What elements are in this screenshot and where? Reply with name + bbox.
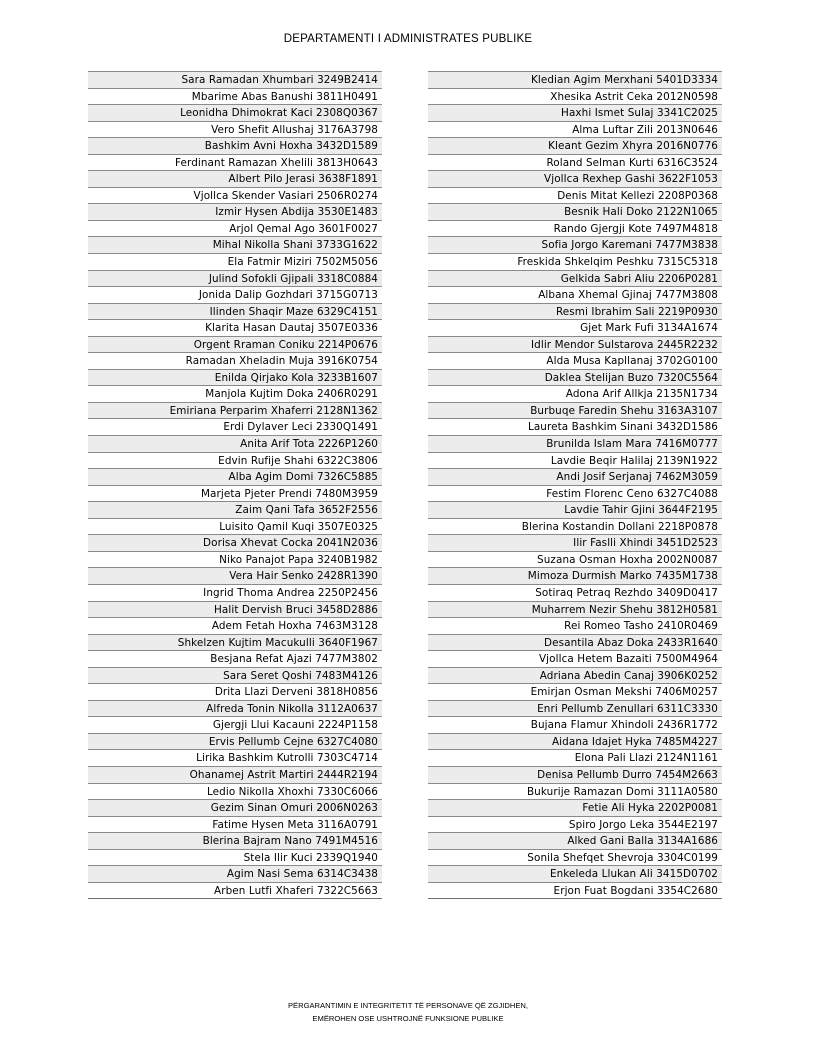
list-item: Ledio Nikolla Xhoxhi 7330C6066: [88, 784, 382, 801]
list-item: Rando Gjergji Kote 7497M4818: [428, 221, 722, 238]
list-item: Sara Seret Qoshi 7483M4126: [88, 668, 382, 685]
list-item: Ela Fatmir Miziri 7502M5056: [88, 254, 382, 271]
list-item: Luisito Qamil Kuqi 3507E0325: [88, 519, 382, 536]
list-item: Gelkida Sabri Aliu 2206P0281: [428, 271, 722, 288]
list-item: Adriana Abedin Canaj 3906K0252: [428, 668, 722, 685]
list-item: Denis Mitat Kellezi 2208P0368: [428, 188, 722, 205]
list-item: Fatime Hysen Meta 3116A0791: [88, 817, 382, 834]
list-item: Besnik Hali Doko 2122N1065: [428, 204, 722, 221]
list-item: Izmir Hysen Abdija 3530E1483: [88, 204, 382, 221]
footer-line-2: EMËROHEN OSE USHTROJNË FUNKSIONE PUBLIKE: [312, 1014, 504, 1023]
list-item: Enkeleda Llukan Ali 3415D0702: [428, 866, 722, 883]
list-item: Andi Josif Serjanaj 7462M3059: [428, 469, 722, 486]
list-item: Blerina Bajram Nano 7491M4516: [88, 833, 382, 850]
list-item: Brunilda Islam Mara 7416M0777: [428, 436, 722, 453]
page-footer: [0, 999, 816, 1025]
list-item: Gjet Mark Fufi 3134A1674: [428, 320, 722, 337]
list-item: Ingrid Thoma Andrea 2250P2456: [88, 585, 382, 602]
list-item: Julind Sofokli Gjipali 3318C0884: [88, 271, 382, 288]
list-item: Stela Ilir Kuci 2339Q1940: [88, 850, 382, 867]
list-item: Muharrem Nezir Shehu 3812H0581: [428, 602, 722, 619]
list-item: Bujana Flamur Xhindoli 2436R1772: [428, 717, 722, 734]
list-item: Gjergji Llui Kacauni 2224P1158: [88, 717, 382, 734]
list-item: Ferdinant Ramazan Xhelili 3813H0643: [88, 155, 382, 172]
list-item: Besjana Refat Ajazi 7477M3802: [88, 651, 382, 668]
list-item: Vjollca Rexhep Gashi 3622F1053: [428, 171, 722, 188]
list-item: Alked Gani Balla 3134A1686: [428, 833, 722, 850]
list-item: Sonila Shefqet Shevroja 3304C0199: [428, 850, 722, 867]
page-title: DEPARTAMENTI I ADMINISTRATES PUBLIKE: [283, 33, 533, 45]
list-item: Emiriana Perparim Xhaferri 2128N1362: [88, 403, 382, 420]
list-item: Orgent Rraman Coniku 2214P0676: [88, 337, 382, 354]
list-item: Suzana Osman Hoxha 2002N0087: [428, 552, 722, 569]
list-item: Mihal Nikolla Shani 3733G1622: [88, 237, 382, 254]
list-item: Rei Romeo Tasho 2410R0469: [428, 618, 722, 635]
list-item: Desantila Abaz Doka 2433R1640: [428, 635, 722, 652]
list-item: Elona Pali Llazi 2124N1161: [428, 750, 722, 767]
list-item: Laureta Bashkim Sinani 3432D1586: [428, 419, 722, 436]
list-item: Ilir Faslli Xhindi 3451D2523: [428, 535, 722, 552]
list-item: Adem Fetah Hoxha 7463M3128: [88, 618, 382, 635]
list-item: Ohanamej Astrit Martiri 2444R2194: [88, 767, 382, 784]
list-item: Idlir Mendor Sulstarova 2445R2232: [428, 337, 722, 354]
list-item: Alma Luftar Zili 2013N0646: [428, 122, 722, 139]
list-item: Sofia Jorgo Karemani 7477M3838: [428, 237, 722, 254]
list-item: Lirika Bashkim Kutrolli 7303C4714: [88, 750, 382, 767]
list-item: Bashkim Avni Hoxha 3432D1589: [88, 138, 382, 155]
list-item: Vera Hair Senko 2428R1390: [88, 568, 382, 585]
list-item: Agim Nasi Sema 6314C3438: [88, 866, 382, 883]
list-item: Freskida Shkelqim Peshku 7315C5318: [428, 254, 722, 271]
list-item: Niko Panajot Papa 3240B1982: [88, 552, 382, 569]
list-item: Ramadan Xheladin Muja 3916K0754: [88, 353, 382, 370]
list-item: Alba Agim Domi 7326C5885: [88, 469, 382, 486]
list-item: Albert Pilo Jerasi 3638F1891: [88, 171, 382, 188]
list-item: Vjollca Skender Vasiari 2506R0274: [88, 188, 382, 205]
list-item: Drita Llazi Derveni 3818H0856: [88, 684, 382, 701]
footer-line-1: PËRGARANTIMIN E INTEGRITETIT TË PERSONAVE QË ZGJIDHEN,: [287, 1001, 529, 1010]
list-item: Manjola Kujtim Doka 2406R0291: [88, 386, 382, 403]
list-item: Vero Shefit Allushaj 3176A3798: [88, 122, 382, 139]
list-item: Spiro Jorgo Leka 3544E2197: [428, 817, 722, 834]
list-item: Marjeta Pjeter Prendi 7480M3959: [88, 486, 382, 503]
list-item: Mimoza Durmish Marko 7435M1738: [428, 568, 722, 585]
list-item: Lavdie Beqir Halilaj 2139N1922: [428, 453, 722, 470]
list-item: Sara Ramadan Xhumbari 3249B2414: [88, 72, 382, 89]
list-item: Shkelzen Kujtim Macukulli 3640F1967: [88, 635, 382, 652]
list-item: Sotiraq Petraq Rezhdo 3409D0417: [428, 585, 722, 602]
list-item: Gezim Sinan Omuri 2006N0263: [88, 800, 382, 817]
list-item: Vjollca Hetem Bazaiti 7500M4964: [428, 651, 722, 668]
list-item: Bukurije Ramazan Domi 3111A0580: [428, 784, 722, 801]
list-item: Edvin Rufije Shahi 6322C3806: [88, 453, 382, 470]
list-item: Ervis Pellumb Cejne 6327C4080: [88, 734, 382, 751]
left-name-list: [88, 71, 382, 899]
list-item: Mbarime Abas Banushi 3811H0491: [88, 89, 382, 106]
list-item: Aidana Idajet Hyka 7485M4227: [428, 734, 722, 751]
list-item: Burbuqe Faredin Shehu 3163A3107: [428, 403, 722, 420]
list-item: Leonidha Dhimokrat Kaci 2308Q0367: [88, 105, 382, 122]
list-item: Haxhi Ismet Sulaj 3341C2025: [428, 105, 722, 122]
list-item: Blerina Kostandin Dollani 2218P0878: [428, 519, 722, 536]
list-item: Enilda Qirjako Kola 3233B1607: [88, 370, 382, 387]
list-item: Xhesika Astrit Ceka 2012N0598: [428, 89, 722, 106]
list-item: Kleant Gezim Xhyra 2016N0776: [428, 138, 722, 155]
list-item: Kledian Agim Merxhani 5401D3334: [428, 72, 722, 89]
list-item: Arben Lutfi Xhaferi 7322C5663: [88, 883, 382, 900]
list-item: Jonida Dalip Gozhdari 3715G0713: [88, 287, 382, 304]
list-item: Daklea Stelijan Buzo 7320C5564: [428, 370, 722, 387]
right-name-list: [428, 71, 722, 899]
list-item: Adona Arif Allkja 2135N1734: [428, 386, 722, 403]
list-item: Emirjan Osman Mekshi 7406M0257: [428, 684, 722, 701]
list-item: Fetie Ali Hyka 2202P0081: [428, 800, 722, 817]
list-item: Resmi Ibrahim Sali 2219P0930: [428, 304, 722, 321]
list-item: Halit Dervish Bruci 3458D2886: [88, 602, 382, 619]
list-item: Anita Arif Tota 2226P1260: [88, 436, 382, 453]
list-item: Erjon Fuat Bogdani 3354C2680: [428, 883, 722, 900]
list-item: Enri Pellumb Zenullari 6311C3330: [428, 701, 722, 718]
list-item: Denisa Pellumb Durro 7454M2663: [428, 767, 722, 784]
list-item: Alda Musa Kapllanaj 3702G0100: [428, 353, 722, 370]
list-item: Arjol Qemal Ago 3601F0027: [88, 221, 382, 238]
list-item: Festim Florenc Ceno 6327C4088: [428, 486, 722, 503]
list-item: Lavdie Tahir Gjini 3644F2195: [428, 502, 722, 519]
list-item: Alfreda Tonin Nikolla 3112A0637: [88, 701, 382, 718]
list-item: Roland Selman Kurti 6316C3524: [428, 155, 722, 172]
list-item: Albana Xhemal Gjinaj 7477M3808: [428, 287, 722, 304]
list-item: Ilinden Shaqir Maze 6329C4151: [88, 304, 382, 321]
list-item: Zaim Qani Tafa 3652F2556: [88, 502, 382, 519]
list-item: Klarita Hasan Dautaj 3507E0336: [88, 320, 382, 337]
list-item: Dorisa Xhevat Cocka 2041N2036: [88, 535, 382, 552]
list-item: Erdi Dylaver Leci 2330Q1491: [88, 419, 382, 436]
